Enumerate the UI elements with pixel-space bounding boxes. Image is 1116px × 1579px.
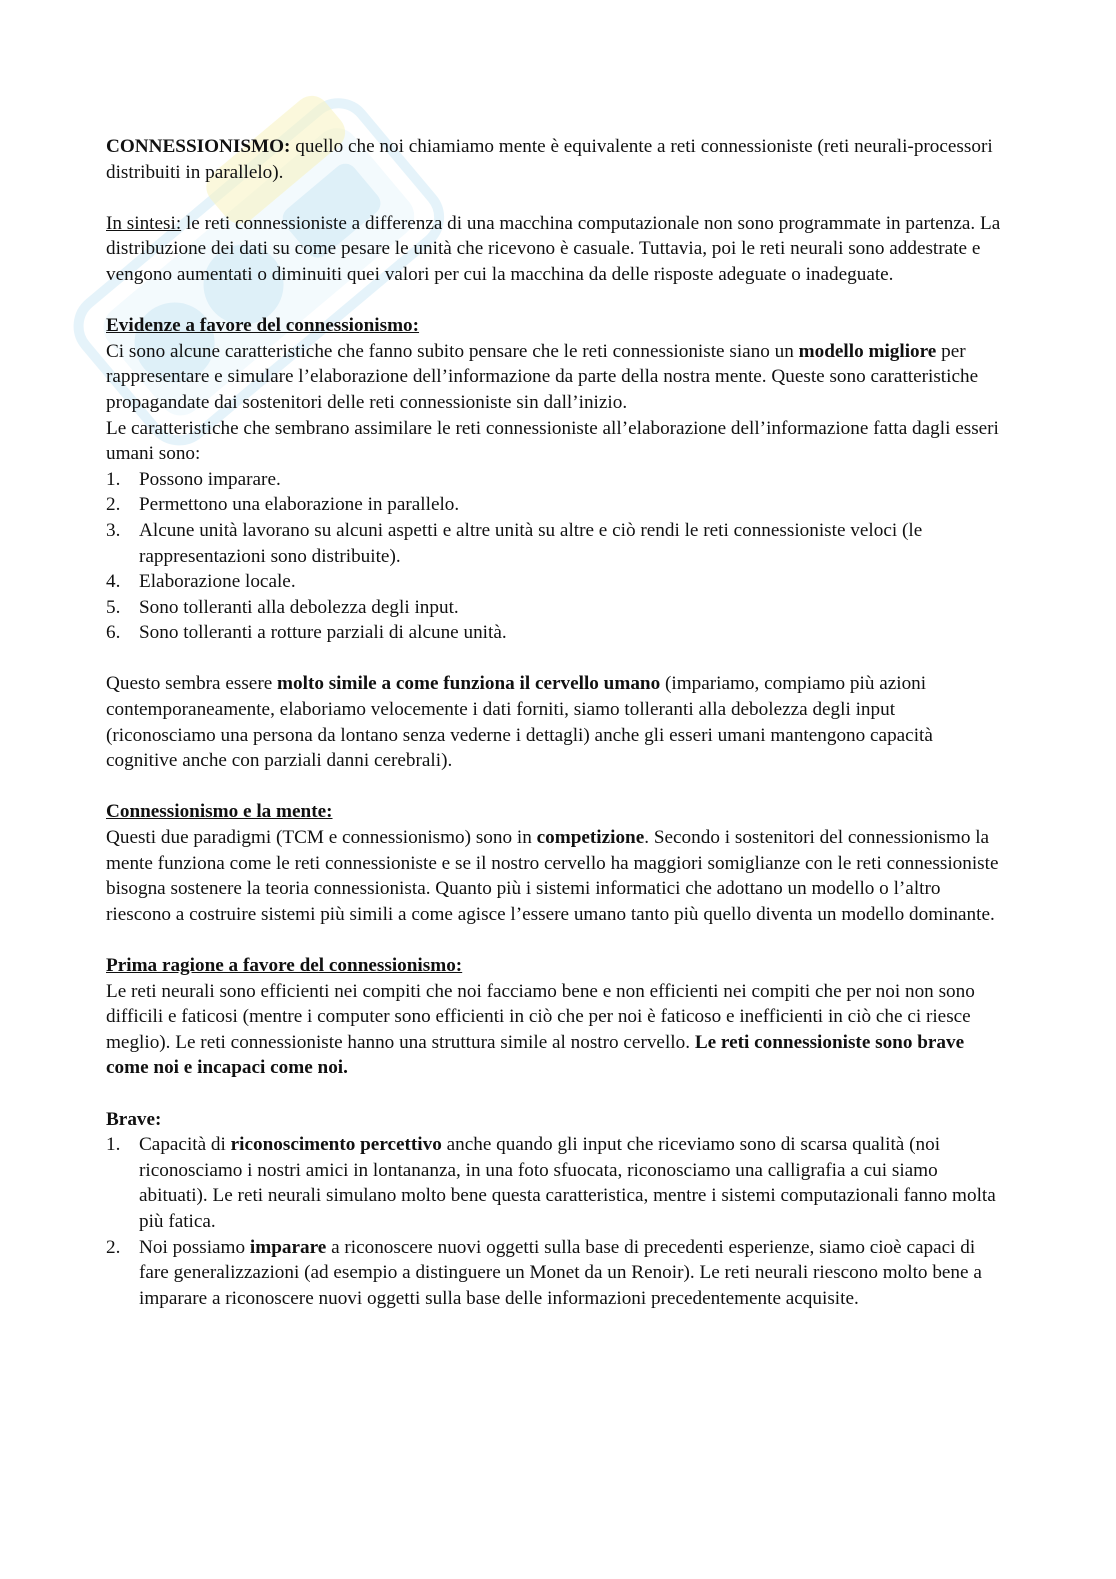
prima-heading: Prima ragione a favore del connessionismo: <box>106 955 463 976</box>
simile-bold: molto simile a come funziona il cervello umano <box>277 673 661 695</box>
list-item: 2. Permettono una elaborazione in parallelo. <box>106 494 460 516</box>
sintesi-text: le reti connessioniste a differenza di una macchina computazionale non sono programmate in partenza. La distribuzione dei dati su come pesare le unità che ricevono è casuale. Tuttavia, poi le reti neurali sono addestrate e vengono aumentati o diminuiti quei valori per cui la macchina da delle risposte adeguate o inadeguate. <box>106 212 1001 285</box>
brave-list <box>106 1132 1006 1311</box>
sintesi-paragraph <box>106 211 1006 288</box>
mente-paragraph: Questi due paradigmi (TCM e connessionismo) sono in competizione. Secondo i sostenitori del connessionismo la mente funziona come le reti connessioniste e se il nostro cervello ha maggiori somiglianze con le reti connessioniste bisogna sostenere la teoria connessionista. Quanto più i sistemi informatici che adottano un modello o l’altro riescono a costruire sistemi più simili a come agisce l’essere umano tanto più quello diventa un modello dominante. <box>106 827 999 925</box>
evidenze-paragraph-1: Ci sono alcune caratteristiche che fanno subito pensare che le reti connessioniste siano un modello migliore per rappresentare e simulare l’elaborazione dell’informazione da parte della nostra mente. Queste sono caratteristiche propagandate dai sostenitori delle reti connessioniste sin dall’inizio. <box>106 340 979 413</box>
document-page <box>106 134 1006 1311</box>
simile-paragraph: Questo sembra essere molto simile a come funziona il cervello umano (impariamo, compiamo più azioni contemporaneamente, elaboriamo velocemente i dati forniti, siamo tolleranti alla debolezza degli input (riconosciamo una persona da lontano senza vederne i dettagli) anche gli esseri umani mantengono capacità cognitive anche con parziali danni cerebrali). <box>106 673 933 772</box>
list-item: 4. Elaborazione locale. <box>106 571 296 593</box>
brave-heading: Brave: <box>106 1108 162 1130</box>
prima-paragraph: Le reti neurali sono efficienti nei compiti che noi facciamo bene e non efficienti nei compiti che per noi non sono difficili e faticosi (mentre i computer sono efficienti in ciò che per noi è faticoso e inefficienti in ciò che ci riesce meglio). Le reti connessioniste hanno una struttura simile al nostro cervello. Le reti connessioniste sono brave come noi e incapaci come noi. <box>106 980 975 1079</box>
intro-term: CONNESSIONISMO: <box>106 136 291 157</box>
evidenze-bold: modello migliore <box>798 340 937 362</box>
evidenze-heading: Evidenze a favore del connessionismo: <box>106 315 420 337</box>
mente-bold: competizione <box>536 827 645 849</box>
intro-text: quello che noi chiamiamo mente è equivalente a reti connessioniste (reti neurali-processori distribuiti in parallelo). <box>106 136 993 183</box>
list-item: 3. Alcune unità lavorano su alcuni aspetti e altre unità su altre e ciò rendi le reti connessioniste veloci (le rappresentazioni sono distribuite). <box>106 519 923 567</box>
list-item: 5. Sono tolleranti alla debolezza degli input. <box>106 596 459 618</box>
list-item: 1. Possono imparare. <box>106 468 281 490</box>
mente-heading: Connessionismo e la mente: <box>106 801 333 823</box>
list-item: 1. Capacità di riconoscimento percettivo anche quando gli input che riceviamo sono di scarsa qualità (noi riconosciamo i nostri amici in lontananza, in una foto sfuocata, riconosciamo una calligrafia a cui siamo abituati). Le reti neurali simulano molto bene questa caratteristica, mentre i sistemi computazionali fanno molta più fatica. <box>106 1134 996 1232</box>
evidenze-paragraph-2: Le caratteristiche che sembrano assimilare le reti connessioniste all’elaborazione dell’informazione fatta dagli esseri umani sono: <box>106 417 999 465</box>
prima-bold: Le reti connessioniste sono brave come noi e incapaci come noi. <box>106 1031 965 1079</box>
intro-paragraph <box>106 134 1006 185</box>
list-item: 2. Noi possiamo imparare a riconoscere nuovi oggetti sulla base di precedenti esperienze, siamo cioè capaci di fare generalizzazioni (ad esempio a distinguere un Monet da un Renoir). Le reti neurali riescono molto bene a imparare a riconoscere nuovi oggetti sulla base delle informazioni precedentemente acquisite. <box>106 1236 982 1309</box>
sintesi-label: In sintesi: <box>106 212 182 234</box>
list-item: 6. Sono tolleranti a rotture parziali di alcune unità. <box>106 622 507 644</box>
evidenze-list <box>106 467 1006 646</box>
